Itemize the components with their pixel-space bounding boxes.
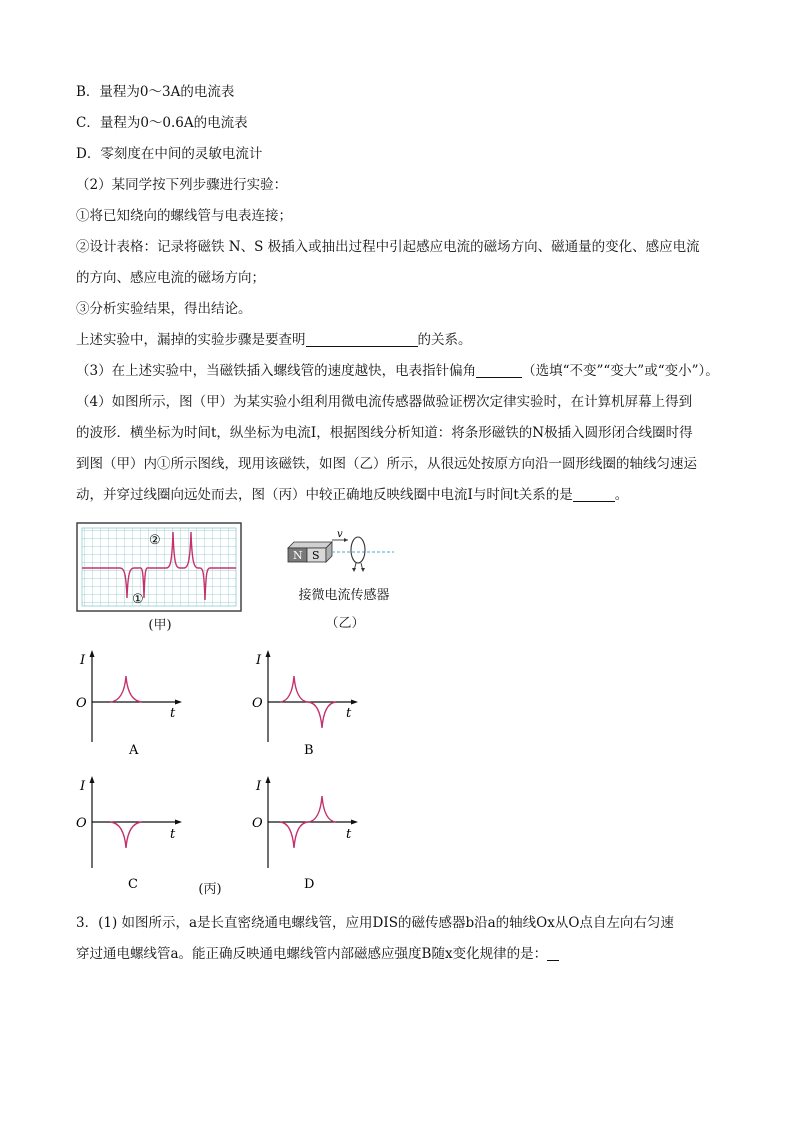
origin-label: O [76,696,87,711]
x-axis-arrowhead [175,820,182,825]
option-b: B．量程为0～3A的电流表 [76,84,235,100]
axis-label-t: t [346,706,352,721]
option-label: C [128,877,138,892]
mark-1: ① [132,592,144,607]
q4-line2: 的波形．横坐标为时间t，纵坐标为电流I，根据图线分析知道：将条形磁铁的N极插入圆形闭合线圈时得 [76,425,693,441]
y-axis-arrowhead [90,650,95,657]
q4-line3: 到图（甲）内①所示图线，现用该磁铁，如图（乙）所示，从很远处按原方向沿一圆形线圈的轴线匀速运 [76,456,697,472]
current-curve [110,676,142,702]
option-c: C．量程为0～0.6A的电流表 [76,115,248,131]
q2-step2a: ②设计表格：记录将磁铁 N、S 极插入或抽出过程中引起感应电流的磁场方向、磁通量的变化、感应电流 [76,239,700,255]
q5-line1: 3．(1) 如图所示，a是长直密绕通电螺线管，应用DIS的磁传感器b沿a的轴线Ox从O点自左向右匀速 [76,915,674,931]
axis-label-t: t [170,706,176,721]
y-axis-arrowhead [90,776,95,783]
figure-yi-magnet-coil [282,530,397,572]
q5-line2 [76,945,559,963]
answer-blank-1[interactable] [306,332,418,347]
axis-label-t: t [170,827,176,842]
magnet-n-label: N [293,549,303,562]
axis-label-i: I [80,653,86,668]
q3-options-text: （选填“不变”“变大”或“变小”）。 [522,363,719,379]
x-axis-arrowhead [351,820,358,825]
axis-label-i: I [256,653,262,668]
x-axis-arrowhead [351,700,358,705]
answer-blank-2[interactable] [476,363,522,378]
graph-option-c[interactable] [76,776,182,892]
origin-label: O [252,696,263,711]
q4-line4-text: 动，并穿过线圈向远处而去，图（丙）中较正确地反映线圈中电流I与时间t关系的是 [76,487,573,503]
figure-bing-options [70,642,370,898]
axis-label-t: t [346,827,352,842]
axis-label-i: I [256,779,262,794]
origin-label: O [76,816,87,831]
q2-missing-end: 的关系。 [417,332,472,348]
q2-missing [76,331,472,349]
q4-line1: （4）如图所示，图（甲）为某实验小组利用微电流传感器做验证楞次定律实验时，在计算机屏幕上得到 [76,394,693,410]
graph-option-d[interactable] [252,776,358,892]
origin-label: O [252,816,263,831]
option-label: A [129,743,139,758]
graph-option-a[interactable] [76,650,182,758]
q2-missing-text: 上述实验中，漏掉的实验步骤是要查明 [76,332,306,348]
option-label: D [304,877,315,892]
q2-step2b: 的方向、感应电流的磁场方向； [76,270,265,286]
magnet-s-label: S [312,549,320,562]
option-label: B [304,743,314,758]
q3-question [76,362,719,380]
x-axis-arrowhead [175,700,182,705]
graph-option-b[interactable] [252,650,358,758]
q4-line4-end: 。 [614,487,629,503]
caption-jia: (甲) [148,618,172,633]
velocity-label: v [337,530,343,540]
figure-jia-waveform [76,522,242,612]
caption-bing: (丙) [198,882,222,897]
q3-text: （3）在上述实验中，当磁铁插入螺线管的速度越快，电表指针偏角 [76,363,477,379]
mark-2: ② [149,533,161,548]
q5-line2-text: 穿过通电螺线管a。能正确反映通电螺线管内部磁感应强度B随x变化规律的是： [76,946,548,962]
coil-lead-arrow-left [352,568,356,572]
option-d: D．零刻度在中间的灵敏电流计 [76,146,263,162]
answer-blank-3[interactable] [573,487,615,502]
q4-line4 [76,486,628,504]
coil-loop [351,537,365,563]
magnet-top [288,542,332,548]
coil-lead-arrow-right [361,568,365,572]
answer-blank-4[interactable] [547,946,559,961]
coil-sensor-label: 接微电流传感器 [298,588,390,603]
q2-intro: （2）某同学按下列步骤进行实验： [76,177,288,193]
velocity-arrowhead [344,538,348,542]
q2-step1: ①将已知绕向的螺线管与电表连接； [76,208,292,224]
current-curve [110,822,142,848]
q2-step3: ③分析实验结果，得出结论。 [76,301,252,317]
y-axis-arrowhead [266,650,271,657]
axis-label-i: I [80,779,86,794]
caption-yi: （乙） [325,616,365,631]
y-axis-arrowhead [266,776,271,783]
